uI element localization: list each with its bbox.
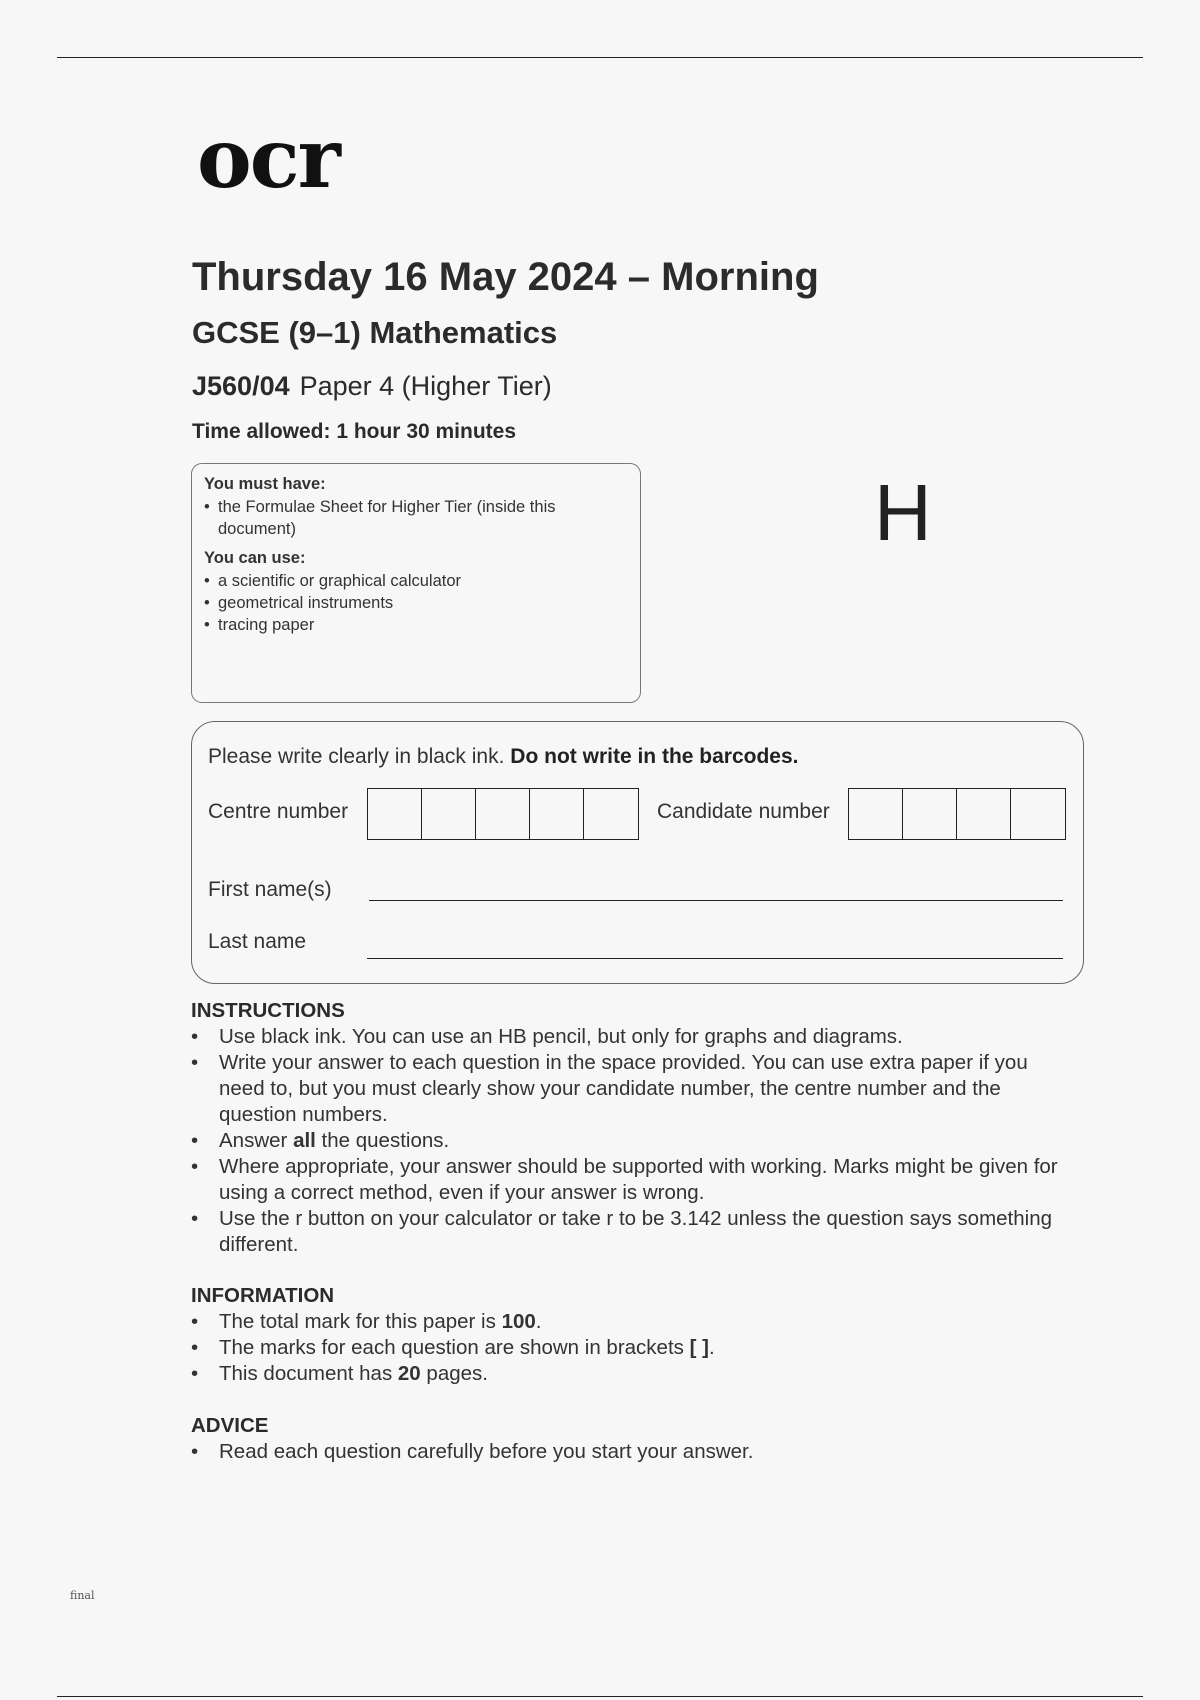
first-name-label: First name(s) (208, 878, 332, 901)
advice-list (191, 1439, 1079, 1465)
ink-note: Please write clearly in black ink. (208, 745, 505, 768)
instructions-list (191, 1024, 1079, 1258)
candidate-number-label: Candidate number (657, 800, 830, 823)
can-use-item: • a scientific or graphical calculator (204, 570, 628, 592)
item-text: The total mark for this paper is (219, 1310, 502, 1333)
instruction-item (191, 1128, 1079, 1154)
item-emphasis: all (293, 1129, 316, 1152)
advice-item (191, 1439, 1079, 1465)
item-text: The marks for each question are shown in brackets (219, 1336, 690, 1359)
ink-instruction (208, 745, 799, 769)
exam-date-title: Thursday 16 May 2024 – Morning (192, 255, 819, 299)
time-allowed: Time allowed: 1 hour 30 minutes (192, 420, 517, 443)
item-text: the questions. (315, 1129, 450, 1152)
information-list (191, 1309, 1079, 1387)
instructions-heading: INSTRUCTIONS (191, 999, 345, 1022)
last-name-line[interactable] (367, 958, 1063, 959)
instruction-item (191, 1050, 1079, 1128)
information-item (191, 1361, 1079, 1387)
candidate-number-boxes (848, 788, 1066, 840)
candidate-details-box (191, 721, 1084, 984)
instruction-item (191, 1024, 1079, 1050)
instructions-section (191, 998, 1079, 1258)
item-emphasis: [ ] (689, 1336, 709, 1359)
candidate-digit-box[interactable] (1011, 789, 1065, 839)
centre-digit-box[interactable] (368, 789, 422, 839)
instruction-item (191, 1154, 1079, 1206)
item-text: pages. (420, 1362, 488, 1385)
paper-line (192, 371, 552, 402)
centre-digit-box[interactable] (584, 789, 638, 839)
information-heading: INFORMATION (191, 1284, 335, 1307)
item-text: Use black ink. You can use an HB pencil, but only for graphs and diagrams. (219, 1025, 903, 1048)
information-item (191, 1335, 1079, 1361)
can-use-list (204, 570, 628, 636)
ocr-logo: ocr (197, 111, 339, 207)
requirements-box (191, 463, 641, 703)
first-name-line[interactable] (369, 900, 1063, 901)
can-use-item: • tracing paper (204, 614, 628, 636)
footer-mark: final (70, 1589, 95, 1602)
instruction-item (191, 1206, 1079, 1258)
information-section (191, 1283, 1079, 1387)
advice-section (191, 1413, 1079, 1465)
centre-number-boxes (367, 788, 639, 840)
must-have-heading: You must have: (204, 475, 326, 493)
item-text: Answer (219, 1129, 294, 1152)
exam-subject: GCSE (9–1) Mathematics (192, 315, 558, 350)
tier-letter: H (874, 468, 932, 557)
paper-code: J560/04 (192, 371, 290, 401)
item-text: This document has (219, 1362, 398, 1385)
paper-name: Paper 4 (Higher Tier) (299, 371, 552, 401)
must-have-item: • the Formulae Sheet for Higher Tier (inside this document) (204, 496, 588, 540)
candidate-digit-box[interactable] (849, 789, 903, 839)
item-text: Use the r button on your calculator or take r to be 3.142 unless the question says something different. (219, 1207, 1053, 1256)
barcode-warning: Do not write in the barcodes. (510, 745, 799, 768)
top-rule (57, 57, 1143, 58)
can-use-heading: You can use: (204, 549, 306, 567)
centre-number-label: Centre number (208, 800, 349, 823)
candidate-digit-box[interactable] (957, 789, 1011, 839)
item-text: Write your answer to each question in the space provided. You can use extra paper if you need to, but you must clearly show your candidate number, the centre number and the question numbers. (219, 1051, 1028, 1126)
bottom-rule (57, 1696, 1143, 1697)
can-use-item: • geometrical instruments (204, 592, 628, 614)
must-have-list (204, 496, 628, 540)
item-text: Read each question carefully before you start your answer. (219, 1440, 754, 1463)
information-item (191, 1309, 1079, 1335)
item-emphasis: 100 (501, 1310, 536, 1333)
centre-digit-box[interactable] (530, 789, 584, 839)
item-text: Where appropriate, your answer should be supported with working. Marks might be given for using a correct method, even if your answer is wrong. (219, 1155, 1058, 1204)
centre-digit-box[interactable] (476, 789, 530, 839)
item-emphasis: 20 (397, 1362, 421, 1385)
candidate-digit-box[interactable] (903, 789, 957, 839)
centre-digit-box[interactable] (422, 789, 476, 839)
advice-heading: ADVICE (191, 1414, 269, 1437)
last-name-label: Last name (208, 930, 307, 953)
item-text: . (708, 1336, 715, 1359)
item-text: . (535, 1310, 542, 1333)
